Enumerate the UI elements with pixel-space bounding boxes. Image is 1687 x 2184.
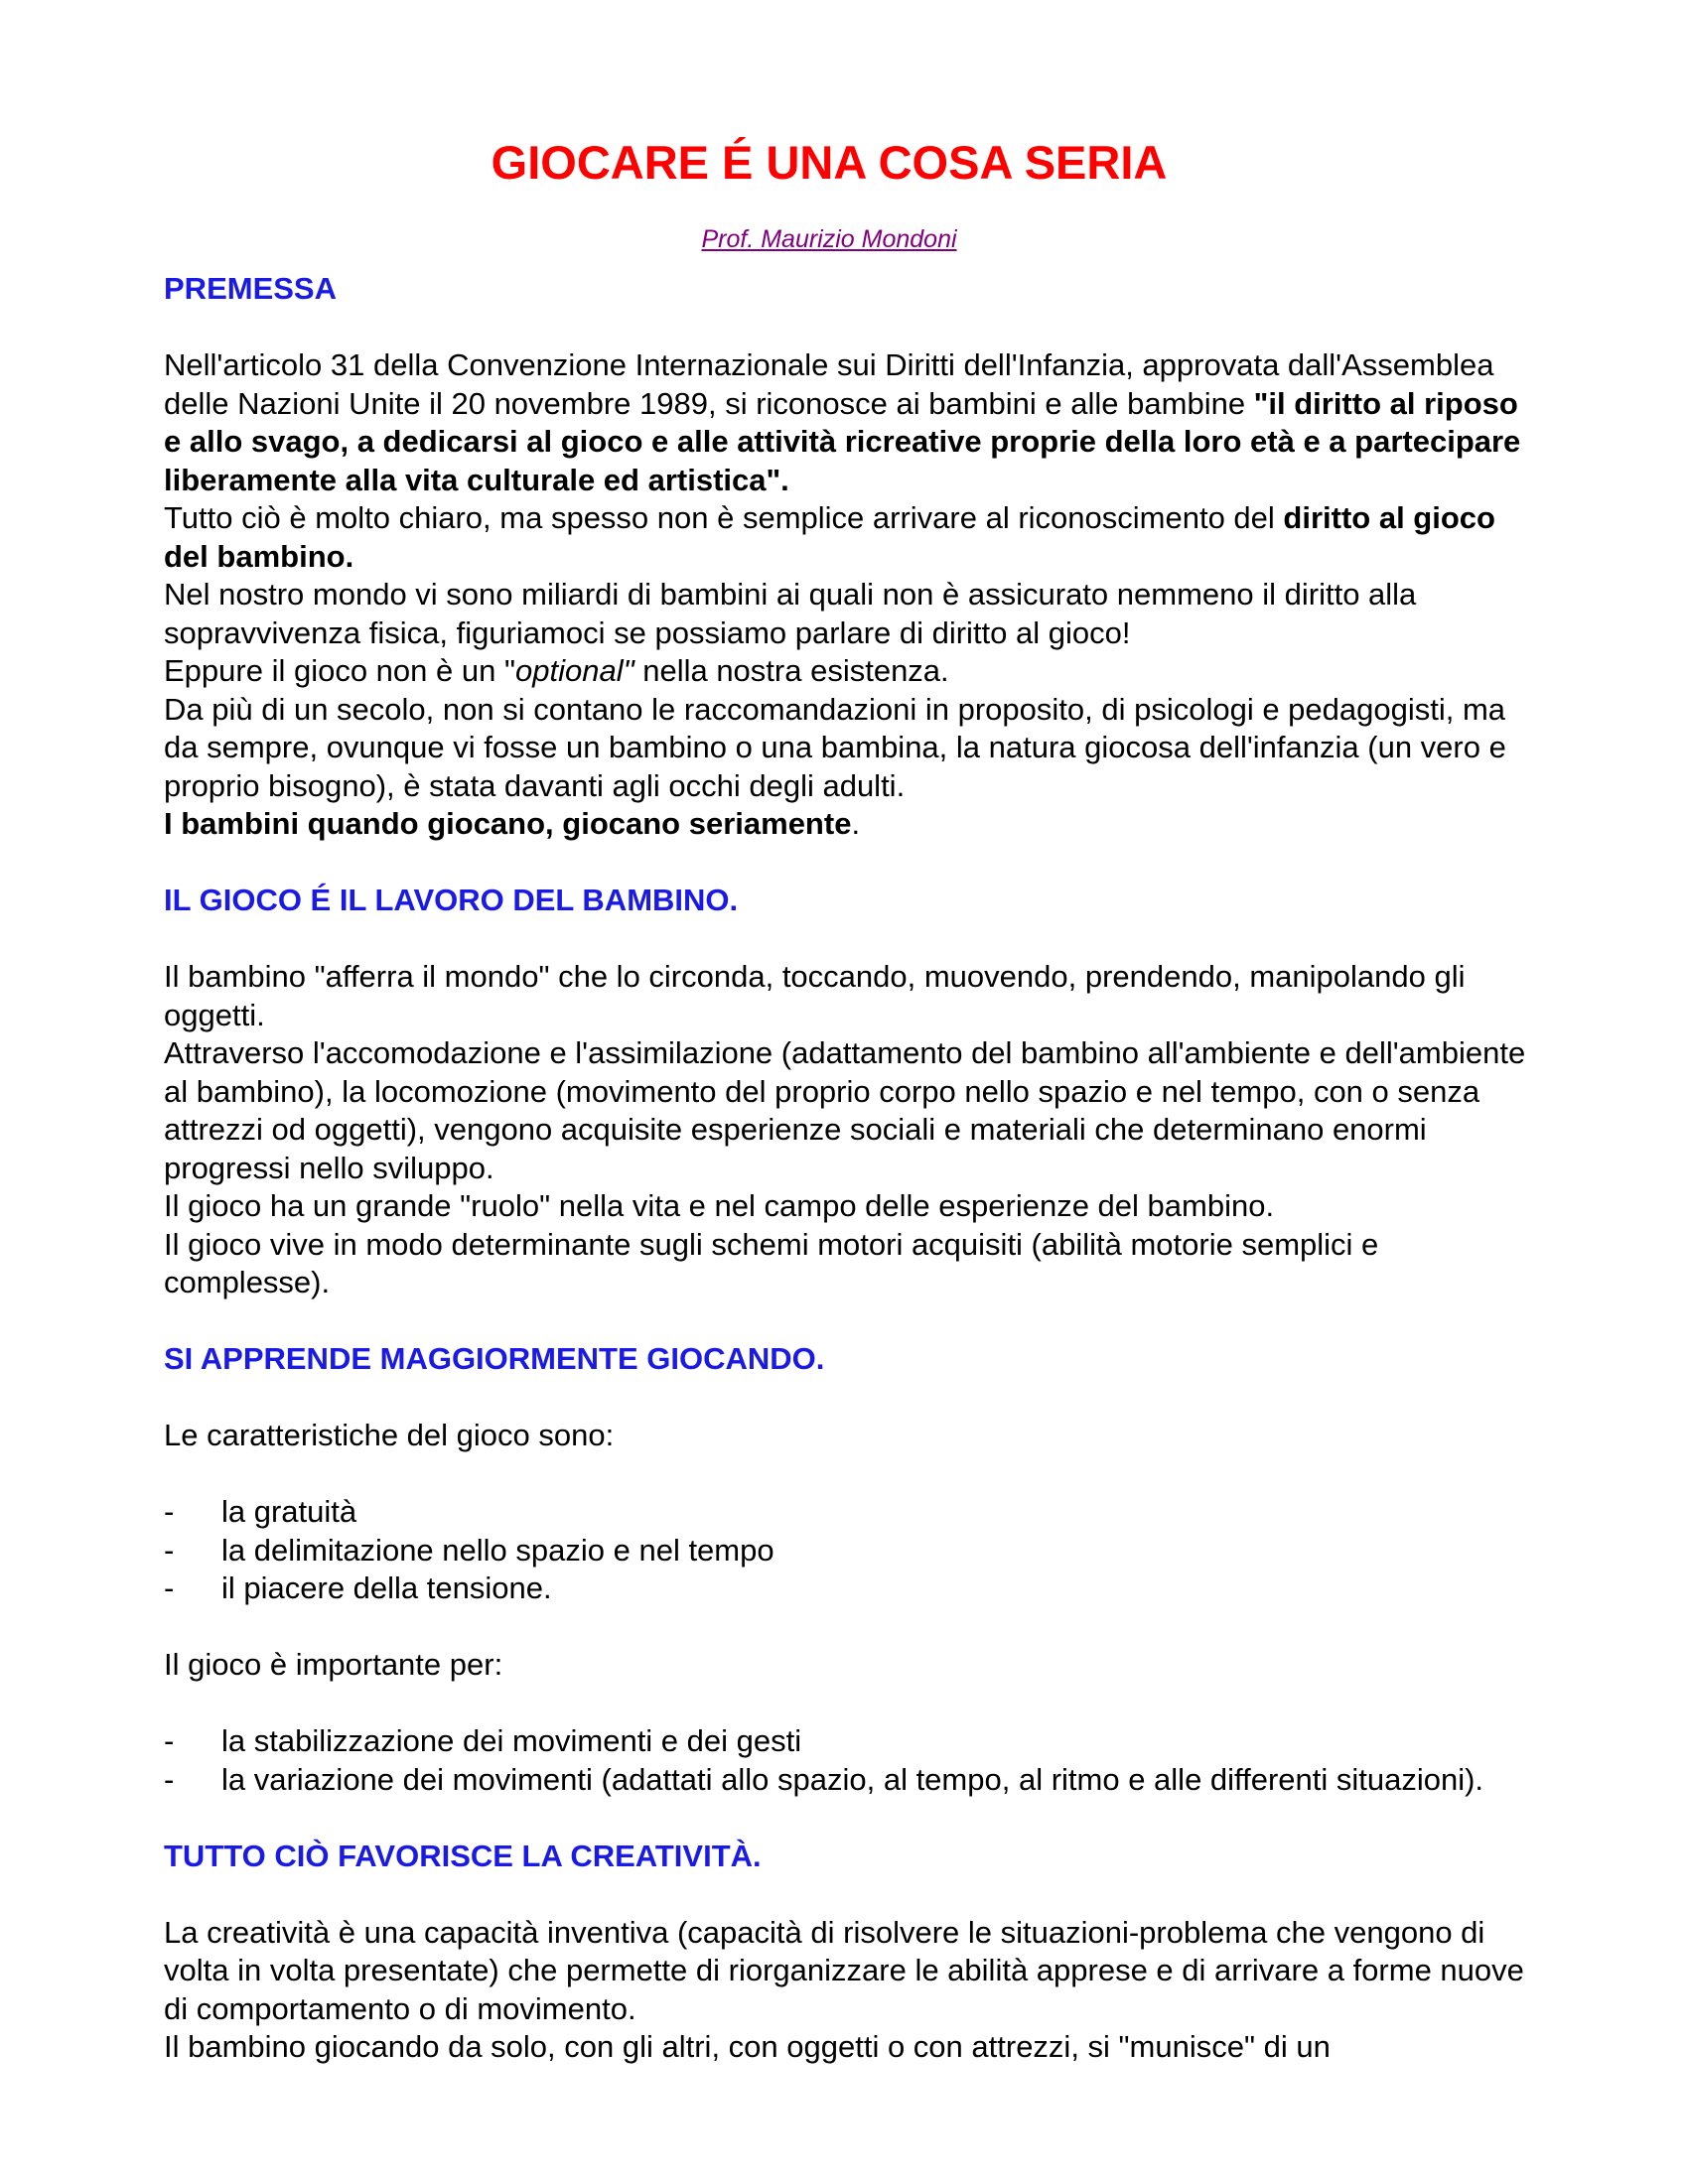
paragraph: Le caratteristiche del gioco sono: [164,1418,615,1452]
list-item-text: la variazione dei movimenti (adattati allo spazio, al tempo, al ritmo e alle differenti situazioni). [221,1761,1484,1797]
list-item-text: la stabilizzazione dei movimenti e dei gesti [221,1723,802,1758]
bold-text: diritto al gioco del bambino. [164,500,1495,574]
spacer [164,1875,1534,1914]
spacer [164,1302,1534,1341]
spacer [164,1799,1534,1838]
paragraph: Attraverso l'accomodazione e l'assimilazione (adattamento del bambino all'ambiente e dell'ambiente al bambino), la locomozione (movimento del proprio corpo nello spazio e nel tempo, con o senza attrezzi od oggetti), vengono acquisite esperienze sociali e materiali che determinano enormi progressi nello sviluppo. [164,1035,1526,1185]
list-dash: - [164,1532,175,1568]
paragraph-text: Eppure il gioco non è un " [164,653,515,688]
paragraph-text: Tutto ciò è molto chiaro, ma spesso non è semplice arrivare al riconoscimento del [164,500,1284,535]
paragraph: Nel nostro mondo vi sono miliardi di bambini ai quali non è assicurato nemmeno il diritto alla sopravvivenza fisica, figuriamoci se possiamo parlare di diritto al gioco! [164,577,1417,650]
paragraph [164,805,1534,844]
list-item [164,1761,1534,1800]
list-item-text: il piacere della tensione. [221,1570,552,1605]
spacer [164,1685,1534,1723]
paragraph [164,346,1534,499]
list-dash: - [164,1723,175,1758]
paragraph: Il bambino giocando da solo, con gli altri, con oggetti o con attrezzi, si "munisce" di un [164,2029,1331,2064]
bold-quote: "il diritto al riposo e allo svago, a dedicarsi al gioco e alle attività ricreative proprie della loro età e a partecipare liberamente alla vita culturale ed artistica". [164,385,1521,497]
paragraph-text: . [851,806,861,841]
spacer [164,844,1534,883]
list-item [164,1493,1534,1532]
spacer [164,1455,1534,1494]
list-item [164,1722,1534,1761]
paragraph: La creatività è una capacità inventiva (capacità di risolvere le situazioni-problema che vengono di volta in volta presentate) che permette di riorganizzare le abilità apprese e di arrivare a forme nuove di comportamento o di movimento. [164,1914,1524,2026]
paragraph: Il gioco è importante per: [164,1647,503,1682]
section-heading-creativita: TUTTO CIÒ FAVORISCE LA CREATIVITÀ. [164,1838,762,1873]
list-item-text: la gratuità [221,1494,357,1529]
list-item [164,1532,1534,1570]
paragraph-text: nella nostra esistenza. [633,653,949,688]
paragraph: Il bambino "afferra il mondo" che lo circonda, toccando, muovendo, prendendo, manipolando gli oggetti. [164,959,1466,1032]
paragraph: Il gioco ha un grande "ruolo" nella vita e nel campo delle esperienze del bambino. [164,1188,1275,1223]
list-dash: - [164,1761,175,1797]
section-heading-gioco-lavoro: IL GIOCO É IL LAVORO DEL BAMBINO. [164,883,739,917]
spacer [164,1379,1534,1418]
spacer [164,920,1534,959]
bold-text: I bambini quando giocano, giocano seriamente [164,806,852,841]
section-heading-premessa: PREMESSA [164,271,337,306]
document-title: GIOCARE É UNA COSA SERIA [491,136,1168,189]
list-dash: - [164,1494,175,1529]
list-dash: - [164,1570,175,1605]
paragraph [164,652,1534,691]
paragraph: Da più di un secolo, non si contano le raccomandazioni in proposito, di psicologi e pedagogisti, ma da sempre, ovunque vi fosse un bambino o una bambina, la natura giocosa dell'infanzia (un vero e proprio bisogno), è stata davanti agli occhi degli adulti. [164,691,1506,803]
section-heading-si-apprende: SI APPRENDE MAGGIORMENTE GIOCANDO. [164,1341,825,1376]
italic-text: optional" [514,653,634,688]
document-body [164,270,1534,2067]
paragraph [164,499,1534,576]
author-line [164,224,1494,254]
paragraph-text: Nell'articolo 31 della Convenzione Internazionale sui Diritti dell'Infanzia, approvata dall'Assemblea delle Nazioni Unite il 20 novembre 1989, si riconosce ai bambini e alle bambine [164,347,1494,421]
list-item [164,1570,1534,1608]
paragraph: Il gioco vive in modo determinante sugli schemi motori acquisiti (abilità motorie semplici e complesse). [164,1226,1379,1299]
spacer [164,1608,1534,1647]
author-link[interactable]: Prof. Maurizio Mondoni [701,225,957,253]
spacer [164,309,1534,347]
list-item-text: la delimitazione nello spazio e nel tempo [221,1532,774,1568]
